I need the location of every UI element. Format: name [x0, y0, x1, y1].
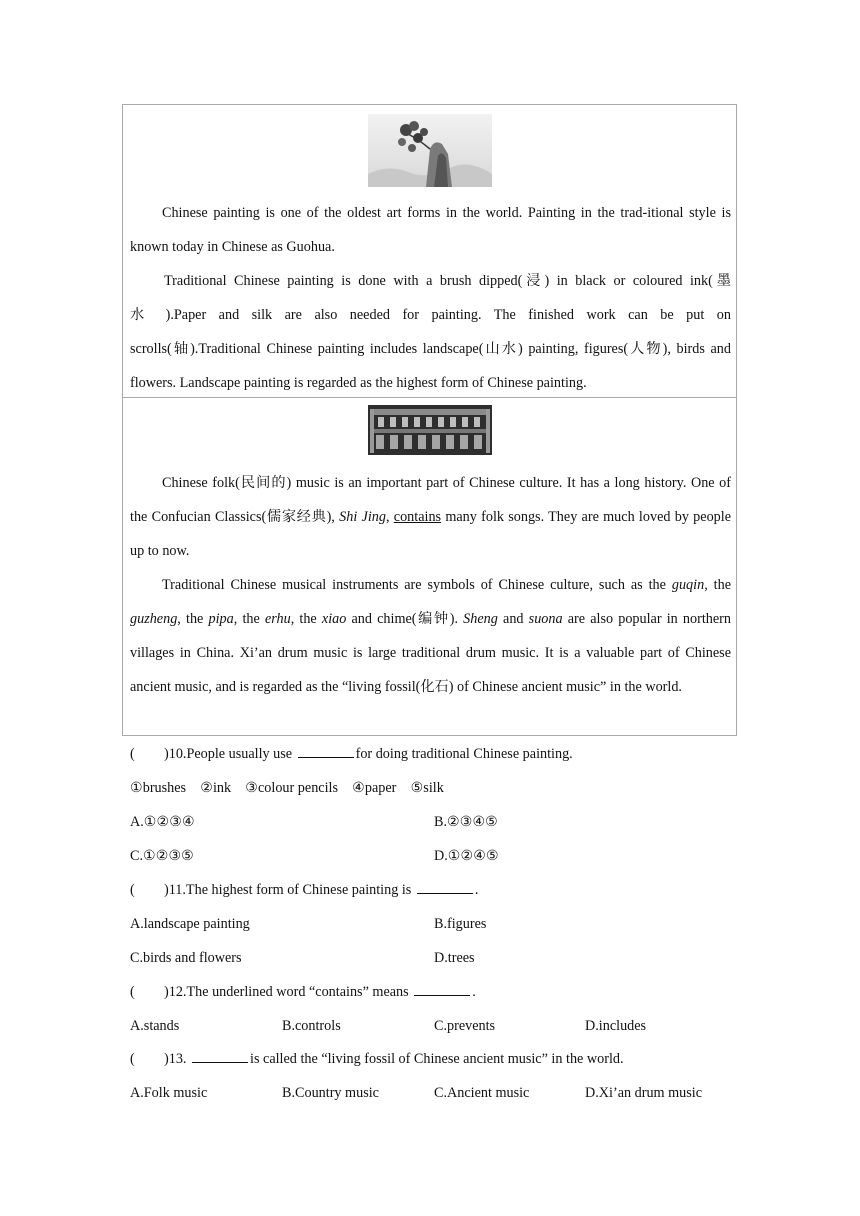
chinese-painting-image	[368, 114, 492, 187]
option-a: A.Folk music	[130, 1085, 208, 1101]
passage-text-painting	[130, 196, 731, 400]
option-c: C.Ancient music	[434, 1085, 530, 1101]
answer-blank	[192, 1050, 248, 1063]
option-b: B.controls	[282, 1018, 341, 1034]
passage-text-music	[130, 466, 731, 704]
paragraph-line: Traditional Chinese painting is done with a brush dipped(浸) in black or coloured ink(墨	[164, 273, 731, 289]
paragraph: Chinese painting is one of the oldest art forms in the world. Painting in the trad-itional style is known today in Chinese as Guohua.	[130, 205, 731, 255]
option-c: C.prevents	[434, 1018, 496, 1034]
paragraph-line: 水 ).Paper and silk are also needed for painting. The finished work can be put on	[130, 307, 731, 323]
underlined-word: contains	[393, 509, 442, 525]
passage-box-painting	[122, 104, 737, 398]
option-d: D.①②④⑤	[434, 848, 499, 864]
paragraph: Chinese folk(民间的) music is an important part of Chinese culture. It has a long history. One of the Confucian Classics(儒家经典), Shi Jing, contains many folk songs. They are much loved by people up to now.	[130, 475, 731, 559]
option-a: A.landscape painting	[130, 916, 250, 932]
passage-box-music	[122, 397, 737, 736]
paragraph-continued: scrolls(轴).Traditional Chinese painting includes landscape(山水) painting, figures(人物), birds and flowers. Landscape painting is regarded as the highest form of Chinese painting.	[130, 341, 731, 391]
option-a: A.stands	[130, 1018, 180, 1034]
option-d: D.includes	[585, 1018, 647, 1034]
option-b: B.Country music	[282, 1085, 379, 1101]
question-10-stem: ( )10.People usually use for doing traditional Chinese painting.	[130, 746, 573, 762]
answer-blank	[414, 983, 470, 996]
answer-blank	[417, 881, 473, 894]
option-a: A.①②③④	[130, 814, 195, 830]
chime-bells-image	[368, 405, 492, 455]
option-b: B.②③④⑤	[434, 814, 498, 830]
option-b: B.figures	[434, 916, 487, 932]
option-c: C.birds and flowers	[130, 950, 242, 966]
question-12-stem: ( )12.The underlined word “contains” means .	[130, 984, 476, 1000]
paragraph: Traditional Chinese musical instruments are symbols of Chinese culture, such as the guqin, the guzheng, the pipa, the erhu, the xiao and chime(编钟). Sheng and suona are also popular in northern villages in China. Xi’an drum music is large traditional drum music. It is a valuable part of Chinese ancient music, and is regarded as the “living fossil(化石) of Chinese ancient music” in the world.	[130, 577, 731, 695]
option-d: D.trees	[434, 950, 475, 966]
option-c: C.①②③⑤	[130, 848, 194, 864]
question-11-stem: ( )11.The highest form of Chinese painting is .	[130, 882, 479, 898]
answer-blank	[298, 745, 354, 758]
question-13-stem: ( )13. is called the “living fossil of Chinese ancient music” in the world.	[130, 1051, 624, 1067]
question-10-items: ①brushes ②ink ③colour pencils ④paper ⑤silk	[130, 780, 444, 796]
option-d: D.Xi’an drum music	[585, 1085, 703, 1101]
